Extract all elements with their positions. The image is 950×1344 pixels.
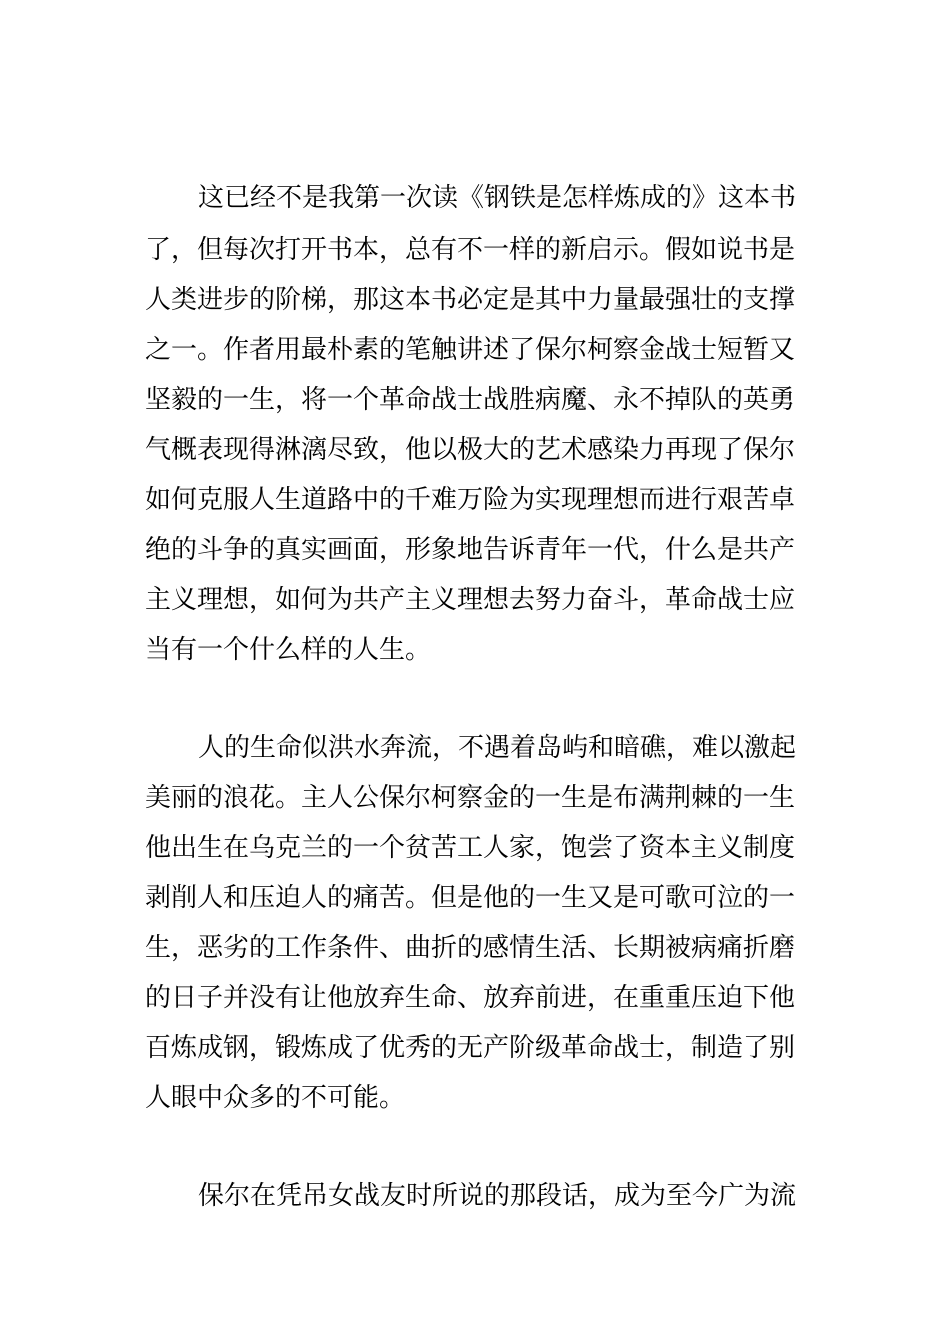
text-line: 如何克服人生道路中的千难万险为实现理想而进行艰苦卓	[145, 485, 796, 515]
text-line: 气概表现得淋漓尽致，他以极大的艺术感染力再现了保尔	[145, 435, 796, 465]
text-line: 百炼成钢，锻炼成了优秀的无产阶级革命战士，制造了别	[145, 1033, 796, 1063]
text-line: 绝的斗争的真实画面，形象地告诉青年一代，什么是共产	[145, 535, 796, 565]
text-line: 主义理想，如何为共产主义理想去努力奋斗，革命战士应	[145, 585, 796, 615]
text-line: 保尔在凭吊女战友时所说的那段话，成为至今广为流	[198, 1181, 797, 1211]
text-line: 美丽的浪花。主人公保尔柯察金的一生是布满荆棘的一生	[145, 783, 796, 813]
text-line: 了，但每次打开书本，总有不一样的新启示。假如说书是	[145, 235, 796, 265]
text-line: 这已经不是我第一次读《钢铁是怎样炼成的》这本书	[198, 183, 797, 213]
text-line: 他出生在乌克兰的一个贫苦工人家，饱尝了资本主义制度	[145, 833, 796, 863]
text-line: 生，恶劣的工作条件、曲折的感情生活、长期被病痛折磨	[145, 933, 796, 963]
text-line: 人的生命似洪水奔流，不遇着岛屿和暗礁，难以激起	[198, 733, 797, 763]
text-line: 人眼中众多的不可能。	[145, 1083, 406, 1113]
text-line: 的日子并没有让他放弃生命、放弃前进，在重重压迫下他	[145, 983, 796, 1013]
text-line: 当有一个什么样的人生。	[145, 635, 432, 665]
text-line: 坚毅的一生，将一个革命战士战胜病魔、永不掉队的英勇	[145, 385, 796, 415]
text-line: 剥削人和压迫人的痛苦。但是他的一生又是可歌可泣的一	[145, 883, 796, 913]
text-line: 人类进步的阶梯，那这本书必定是其中力量最强壮的支撑	[145, 285, 796, 315]
text-line: 之一。作者用最朴素的笔触讲述了保尔柯察金战士短暂又	[145, 335, 796, 365]
